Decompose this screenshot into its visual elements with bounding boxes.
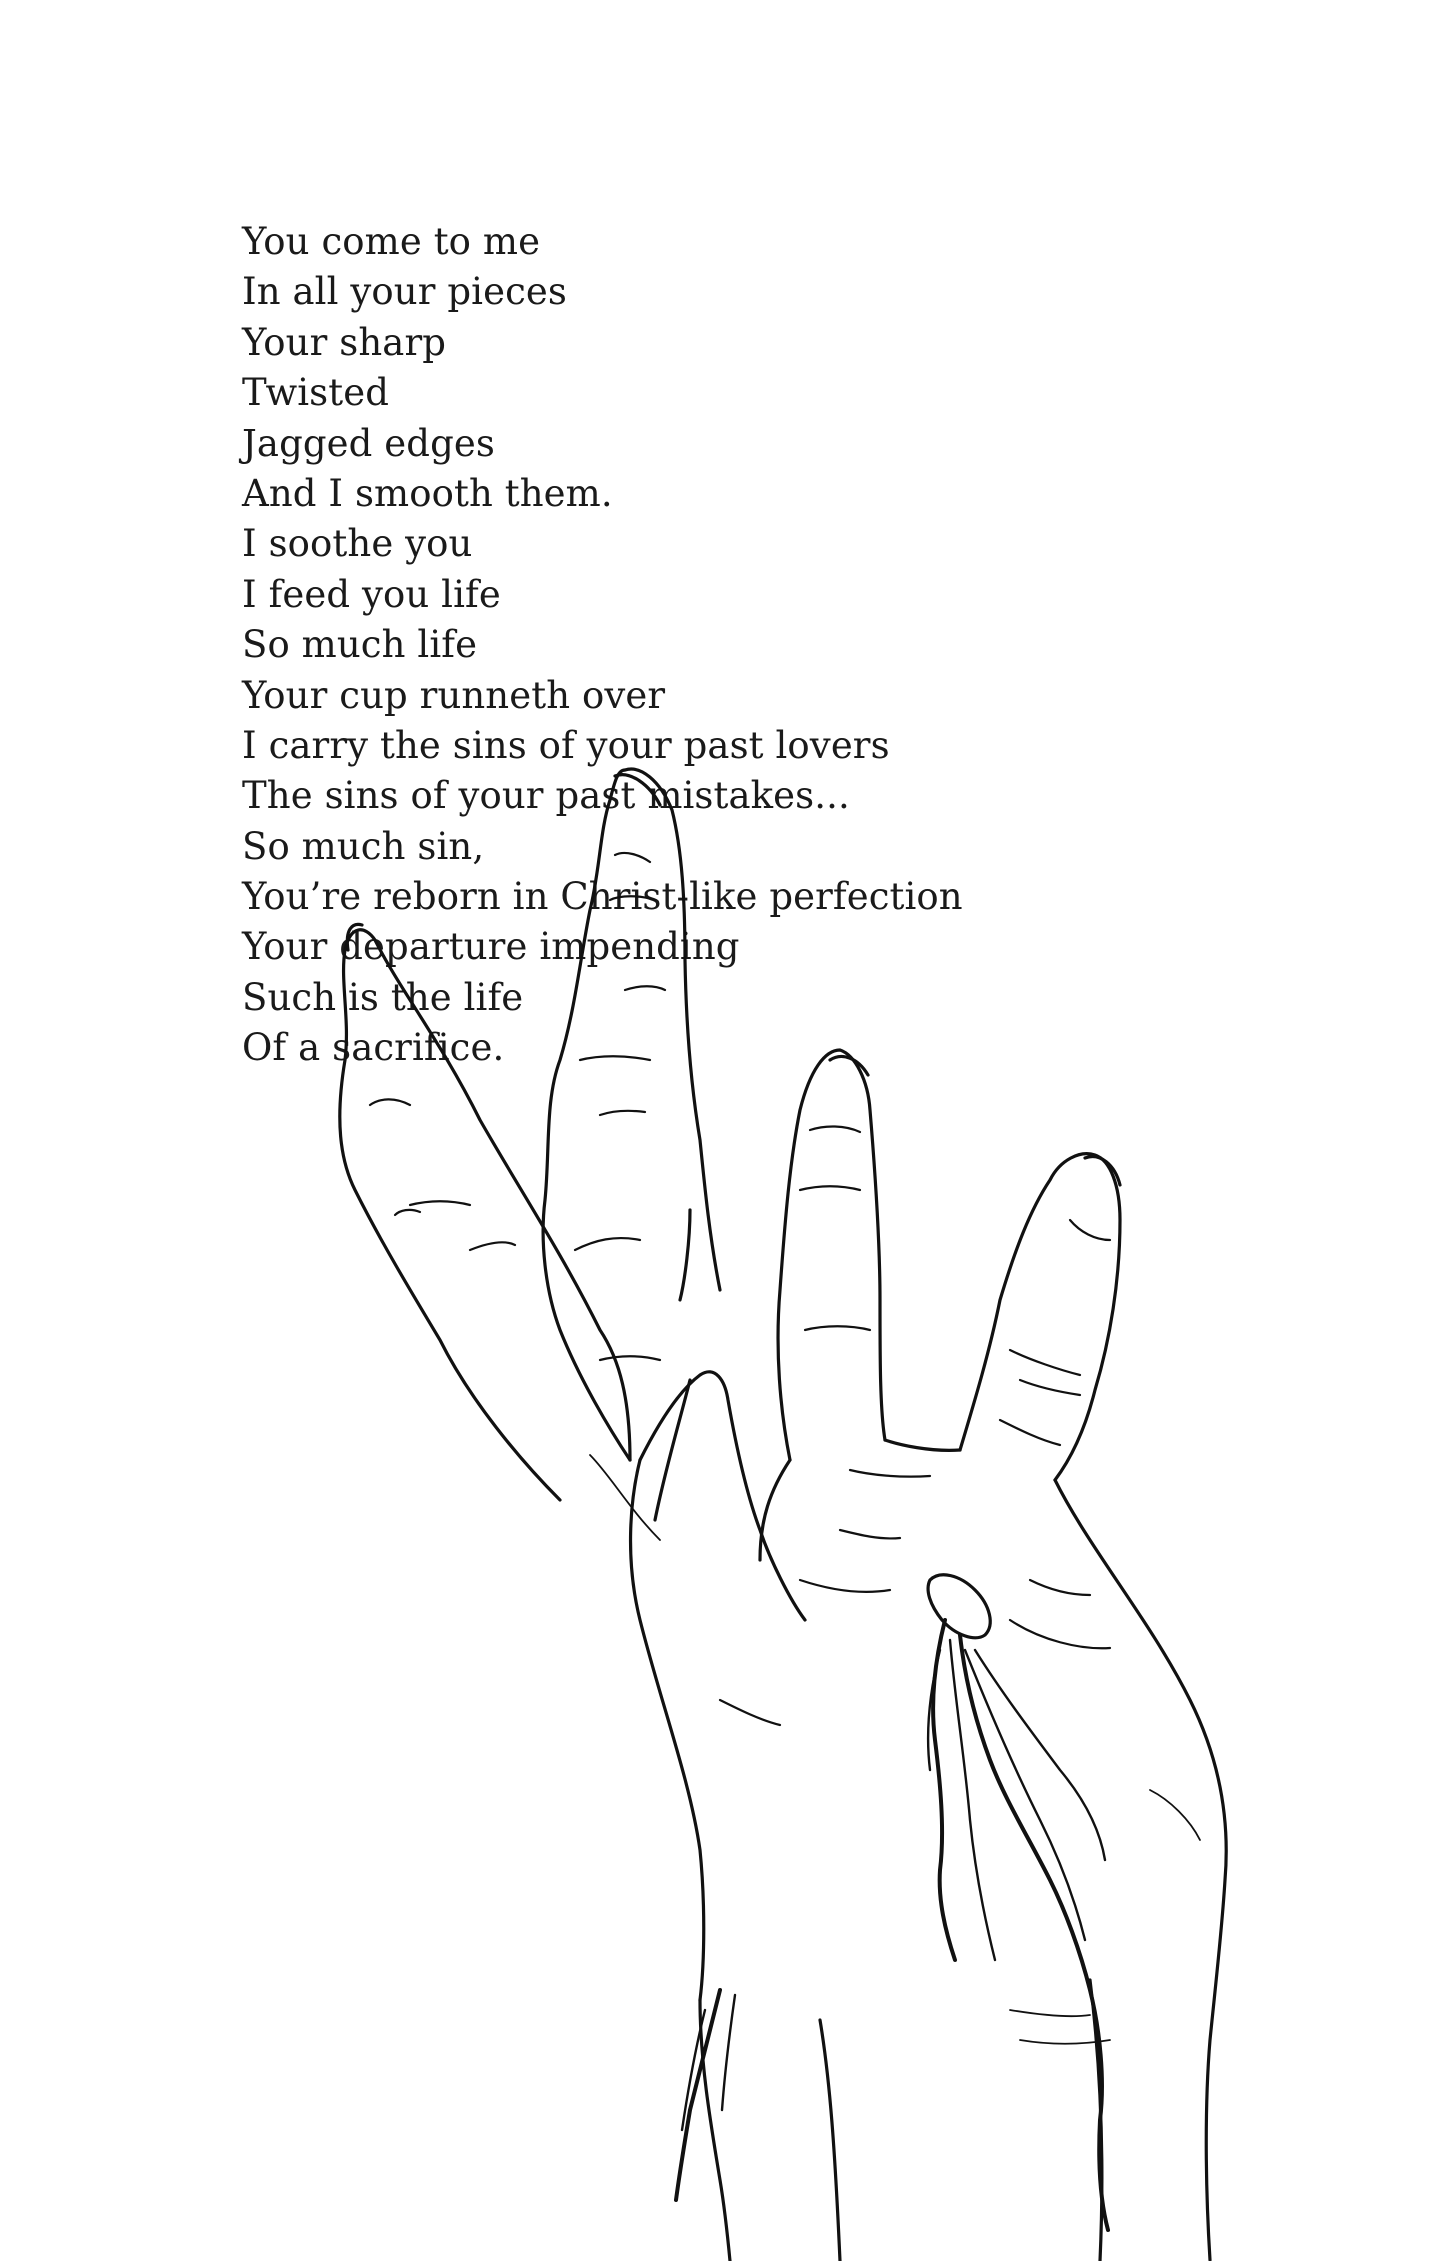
poem-line: The sins of your past mistakes... [242, 774, 850, 818]
poem-line: Your departure impending [242, 925, 740, 969]
poem-line: Of a sacrifice. [242, 1026, 505, 1070]
poem-line: Your cup runneth over [242, 673, 666, 717]
wound-and-blood-drawing [676, 1575, 1108, 2230]
front-hand-drawing [631, 1050, 1227, 2261]
poem-line: So much sin, [242, 824, 485, 868]
back-hand-drawing [340, 769, 720, 1540]
poem-line: You come to me [242, 220, 541, 263]
poem-line: You’re reborn in Christ-like perfection [242, 875, 963, 919]
poem-line: And I smooth them. [242, 471, 613, 515]
poem-line: So much life [242, 623, 478, 667]
poem-line: Jagged edges [242, 421, 495, 465]
poem-line: I feed you life [242, 572, 501, 616]
poem-line: In all your pieces [242, 270, 567, 314]
poem-line: Such is the life [242, 975, 524, 1019]
poem-line: I soothe you [242, 522, 473, 566]
poem-line: Your sharp [242, 320, 447, 364]
poem-line: I carry the sins of your past lovers [242, 723, 890, 767]
poem-line: Twisted [242, 371, 390, 415]
